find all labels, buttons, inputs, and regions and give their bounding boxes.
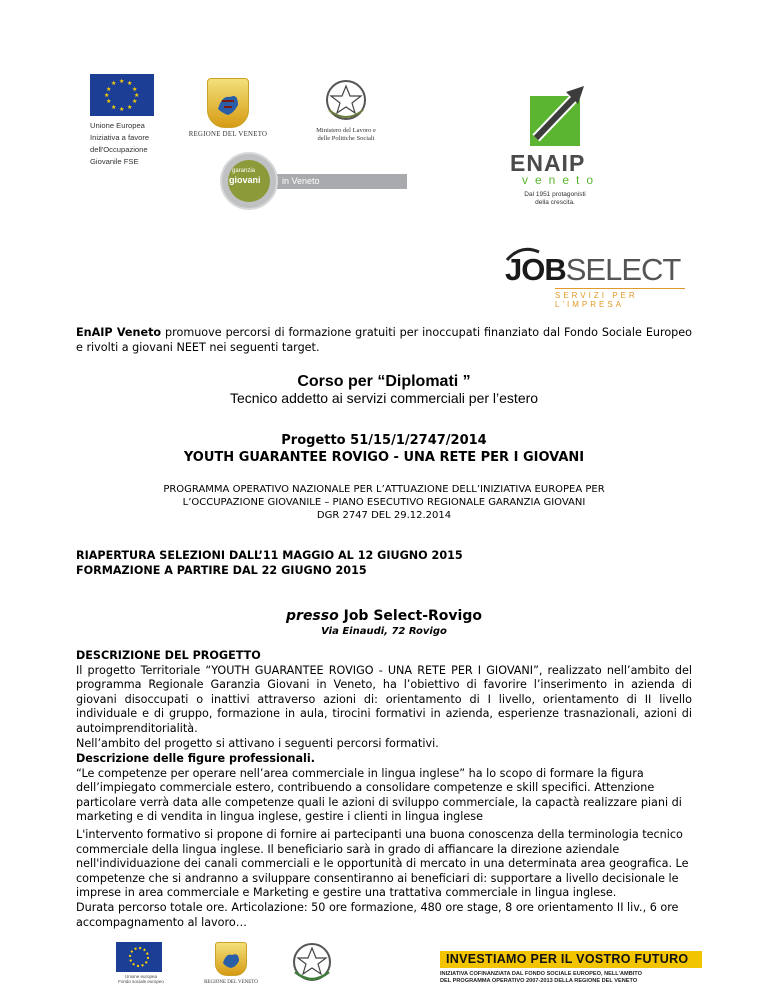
enaip-claim-line: Dal 1951 protagonisti	[524, 191, 586, 198]
eu-flag-icon: ★ ★ ★ ★ ★ ★ ★ ★ ★ ★ ★ ★	[90, 74, 154, 116]
garanzia-line1: garanzia	[232, 168, 256, 174]
descrizione-body2: Nell’ambito del progetto si attivano i seguenti percorsi formativi.	[76, 736, 439, 750]
jobselect-logo	[505, 250, 690, 309]
eu-text-line: dell'Occupazione	[90, 145, 148, 154]
footer-regione-logo	[200, 942, 262, 987]
eu-text-line: Iniziativa a favore	[90, 133, 150, 142]
footer-republic-emblem-icon	[290, 940, 334, 984]
footer-eu-caption: Fondo sociale europeo	[118, 979, 164, 984]
course-subtitle: Tecnico addetto ai servizi commerciali per l’estero	[229, 390, 539, 406]
garanzia-giovani-logo	[220, 152, 390, 214]
programma-line: DGR 2747 DEL 29.12.2014	[316, 510, 452, 521]
project-code: Progetto 51/15/1/2747/2014	[281, 433, 487, 448]
jobselect-word-job: JOB	[505, 252, 566, 287]
republic-emblem-icon	[323, 76, 369, 124]
lion-crest-icon	[207, 78, 249, 128]
footer-eu-logo	[116, 942, 166, 984]
venue-address: Via Einaudi, 72 Rovigo	[321, 626, 447, 637]
enaip-arrow-icon	[526, 80, 590, 146]
footer-eu-caption: Unione europea	[124, 974, 158, 979]
project-name: YOUTH GUARANTEE ROVIGO - UNA RETE PER I GIOVANI	[183, 450, 585, 465]
enaip-claim-line: della crescita.	[535, 199, 575, 206]
intro-text: promuove percorsi di formazione gratuiti per inoccupati finanziato dal Fondo Sociale Europeo e rivolti a giovani NEET nei seguenti target.	[76, 326, 693, 354]
course-title: Corso per “Diplomati ”	[297, 373, 471, 390]
dates-line: RIAPERTURA SELEZIONI DALL’11 MAGGIO AL 12 GIUGNO 2015	[76, 549, 463, 562]
figure-paragraph-2: L'intervento formativo si propone di fornire ai partecipanti una buona conoscenza della terminologia tecnico commerciale della lingua inglese. Il beneficiario sarà in grado di affiancare la direzione aziendale nell'individuazione dei canali commerciali e le opportunità di mercato in una determinata area geografica. Le competenze che si andranno a sviluppare consentiranno ai beneficiari di: supportare a livello decisionale le imprese in area commerciale e Marketing e gestire una trattativa commerciale in lingua inglese.	[76, 828, 689, 900]
enaip-sub: veneto	[522, 173, 601, 187]
ministero-caption-line: Ministero del Lavoro e	[316, 127, 376, 134]
investiamo-sub-line: INIZIATIVA COFINANZIATA DAL FONDO SOCIALE EUROPEO, NELL'AMBITO	[440, 971, 642, 977]
garanzia-band: in Veneto	[260, 174, 407, 189]
garanzia-circle-icon	[220, 152, 278, 210]
footer-regione-caption: REGIONE DEL VENETO	[204, 980, 258, 985]
investiamo-title: INVESTIAMO PER IL VOSTRO FUTURO	[440, 951, 702, 968]
figure-paragraph-1: “Le competenze per operare nell’area commerciale in lingua inglese” ha lo scopo di formare la figura dell’impiegato commerciale estero, contribuendo a consolidare competenze e skill specifici. Attenzione particolare verrà data alle competenze quali le azioni di sviluppo commerciale, la capactà realizzare piani di marketing e di vendita in lingua inglese, gestire i clienti in lingua inglese	[76, 766, 682, 824]
enaip-logo	[508, 80, 618, 207]
programma-line: PROGRAMMA OPERATIVO NAZIONALE PER L’ATTUAZIONE DELL’INIZIATIVA EUROPEA PER	[163, 484, 605, 495]
investiamo-banner	[440, 951, 702, 985]
figure-paragraph-3: Durata percorso totale ore. Articolazione: 50 ore formazione, 480 ore stage, 8 ore orientamento II liv., 6 ore accompagnamento al lavoro…	[76, 900, 679, 929]
descrizione-body: Il progetto Territoriale “YOUTH GUARANTEE ROVIGO - UNA RETE PER I GIOVANI”, realizzato nell’ambito del programma Regionale Garanzia Giovani in Veneto, ha l’obiettivo di favorire l’inserimento in azienda di giovani disoccupati o inattivi attraverso azioni di: orientamento di I livello, orientamento di II livello individuale e di gruppo, formazione in aula, tirocini formativi in azienda, esperienze trasnazionali, azioni di autoimprenditorialità.	[76, 663, 692, 735]
figure-heading: Descrizione delle figure professionali.	[76, 752, 315, 765]
descrizione-heading: DESCRIZIONE DEL PROGETTO	[76, 649, 261, 662]
investiamo-sub-line: DEL PROGRAMMA OPERATIVO 2007-2013 DELLA REGIONE DEL VENETO	[440, 978, 638, 984]
dates-line: FORMAZIONE A PARTIRE DAL 22 GIUGNO 2015	[76, 563, 367, 577]
venue-name: Job Select-Rovigo	[338, 608, 482, 624]
eu-text-line: Unione Europea	[90, 121, 145, 130]
jobselect-word-select: SELECT	[565, 252, 681, 287]
regione-veneto-logo	[188, 78, 268, 139]
programma-line: L’OCCUPAZIONE GIOVANILE – PIANO ESECUTIVO REGIONALE GARANZIA GIOVANI	[182, 497, 586, 508]
ministero-logo	[300, 76, 392, 143]
venue-presso: presso	[286, 608, 339, 624]
intro-paragraph	[76, 326, 692, 355]
ministero-caption-line: delle Politiche Sociali	[317, 135, 375, 142]
eu-text-line: Giovanile FSE	[90, 157, 139, 166]
garanzia-line2: giovani	[229, 175, 261, 185]
enaip-word: ENAIP	[510, 150, 586, 176]
jobselect-sub: SERVIZI PER L'IMPRESA	[555, 288, 685, 309]
footer-lion-crest-icon	[215, 942, 247, 976]
intro-org: EnAIP Veneto	[76, 326, 162, 339]
footer-eu-flag-icon	[116, 942, 162, 972]
jobselect-swoosh-icon	[503, 244, 543, 264]
eu-logo	[90, 74, 180, 168]
regione-caption: REGIONE DEL VENETO	[188, 131, 268, 138]
